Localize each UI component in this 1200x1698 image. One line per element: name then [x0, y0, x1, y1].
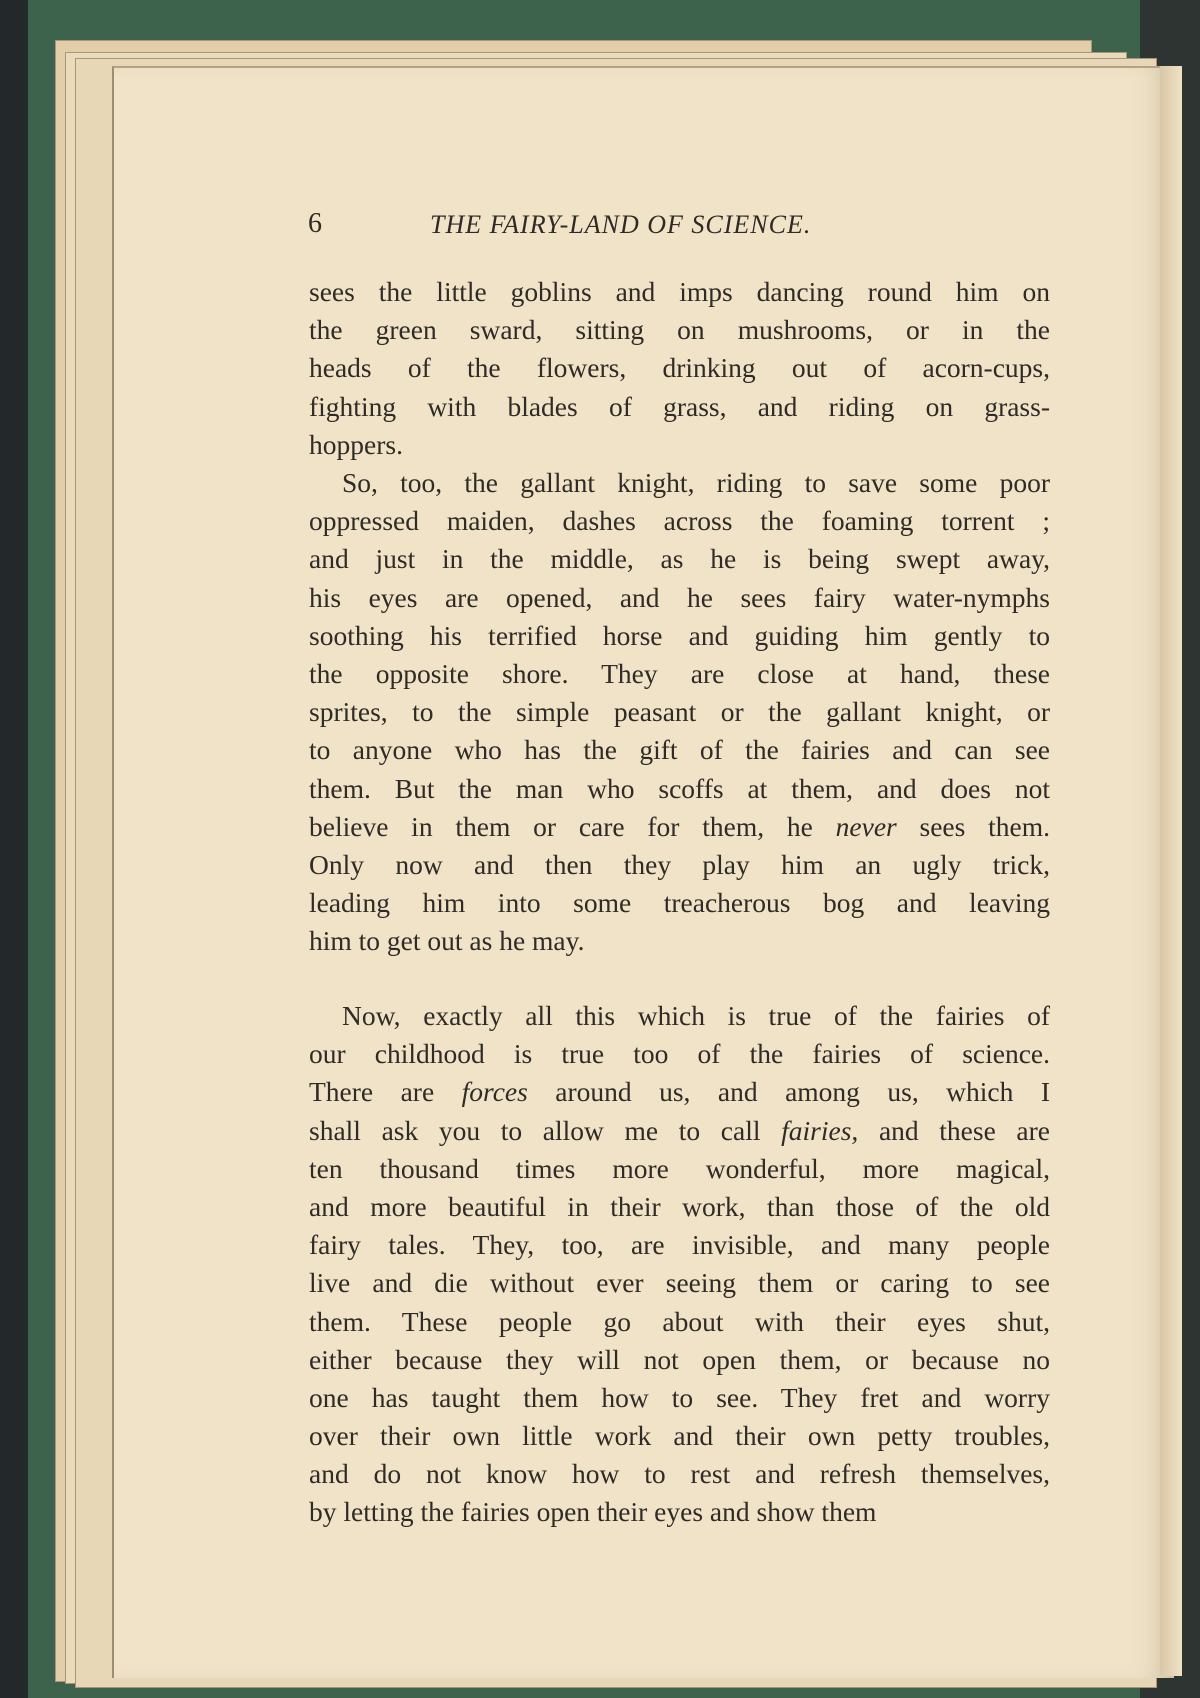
text-segment: believe in them or care for them, he: [309, 810, 836, 842]
paragraph: [309, 997, 1050, 1532]
paragraph: [309, 464, 1050, 960]
text-line: [309, 731, 1050, 769]
text-line: [309, 426, 1050, 464]
text-line: [309, 617, 1050, 655]
text-line: [309, 502, 1050, 540]
text-segment: leading him into some treacherous bog and leaving: [309, 887, 1050, 919]
text-segment: So, too, the gallant knight, riding to save some poor: [342, 467, 1050, 498]
running-title: THE FAIRY-LAND OF SCIENCE.: [430, 210, 812, 239]
text-segment: Only now and then they play him an ugly trick,: [309, 848, 1050, 880]
text-line: [309, 1035, 1050, 1073]
text-segment: shall ask you to allow me to call: [309, 1114, 782, 1146]
text-segment: live and die without ever seeing them or caring to see: [309, 1267, 1050, 1299]
text-segment: and these are: [858, 1114, 1050, 1146]
paragraph: [309, 273, 1050, 464]
text-segment: by letting the fairies open their eyes and show them: [309, 1496, 877, 1528]
text-segment: him to get out as he may.: [309, 925, 585, 957]
text-segment: hoppers.: [309, 428, 403, 460]
text-segment: our childhood is true too of the fairies of science.: [309, 1038, 1050, 1070]
text-segment: around us, and among us, which I: [527, 1076, 1051, 1108]
text-line: [309, 1455, 1050, 1493]
text-line: [309, 349, 1050, 387]
text-line: [309, 1341, 1050, 1379]
text-line: [309, 1303, 1050, 1341]
text-segment: either because they will not open them, or because no: [309, 1343, 1050, 1375]
text-line: [309, 884, 1050, 922]
text-segment: the green sward, sitting on mushrooms, or in the: [309, 314, 1050, 346]
text-segment: over their own little work and their own petty troubles,: [309, 1420, 1050, 1452]
text-segment: his eyes are opened, and he sees fairy water-nymphs: [309, 581, 1050, 613]
text-line: [309, 1493, 1050, 1531]
text-segment: sees the little goblins and imps dancing round him on: [309, 276, 1050, 307]
text-segment: fairy tales. They, too, are invisible, and many people: [309, 1229, 1050, 1261]
text-segment: one has taught them how to see. They fret and worry: [309, 1381, 1050, 1413]
italic-text: fairies,: [781, 1114, 859, 1146]
text-line: [309, 1073, 1050, 1111]
text-segment: the opposite shore. They are close at hand, these: [309, 657, 1050, 689]
text-segment: fighting with blades of grass, and riding on grass-: [309, 390, 1050, 422]
text-segment: ten thousand times more wonderful, more magical,: [309, 1152, 1050, 1184]
text-line: [309, 1150, 1050, 1188]
text-segment: soothing his terrified horse and guiding him gently to: [309, 619, 1050, 651]
text-line: [309, 1379, 1050, 1417]
text-line: [309, 579, 1050, 617]
page-header: [300, 208, 1040, 248]
text-line: [309, 1417, 1050, 1455]
text-line: [309, 540, 1050, 578]
text-segment: and do not know how to rest and refresh themselves,: [309, 1458, 1050, 1490]
text-segment: oppressed maiden, dashes across the foaming torrent ;: [309, 505, 1050, 537]
page-number: 6: [308, 208, 322, 239]
text-line: [309, 693, 1050, 731]
text-line: [309, 1226, 1050, 1264]
text-line: [309, 808, 1050, 846]
text-segment: and just in the middle, as he is being swept away,: [309, 543, 1050, 575]
text-segment: Now, exactly all this which is true of the fairies of: [342, 1000, 1050, 1031]
text-line: [309, 1188, 1050, 1226]
text-segment: heads of the flowers, drinking out of acorn-cups,: [309, 352, 1050, 384]
text-segment: and more beautiful in their work, than those of the old: [309, 1190, 1050, 1222]
text-segment: to anyone who has the gift of the fairies and can see: [309, 734, 1050, 766]
text-line: [309, 1264, 1050, 1302]
page-gutter: [1160, 66, 1182, 1676]
text-line: [309, 464, 1050, 502]
text-line: [309, 273, 1050, 311]
text-line: [309, 388, 1050, 426]
italic-text: forces: [461, 1076, 528, 1108]
text-segment: them. These people go about with their eyes shut,: [309, 1305, 1050, 1337]
text-line: [309, 997, 1050, 1035]
text-segment: sprites, to the simple peasant or the gallant knight, or: [309, 696, 1050, 728]
italic-text: never: [835, 810, 897, 842]
text-line: [309, 1112, 1050, 1150]
text-line: [309, 846, 1050, 884]
text-line: [309, 770, 1050, 808]
text-segment: sees them.: [896, 810, 1050, 842]
text-segment: There are: [309, 1076, 462, 1108]
text-line: [309, 922, 1050, 960]
book-spine: [0, 0, 28, 1698]
text-line: [309, 655, 1050, 693]
text-segment: them. But the man who scoffs at them, and does not: [309, 772, 1050, 804]
text-line: [309, 311, 1050, 349]
